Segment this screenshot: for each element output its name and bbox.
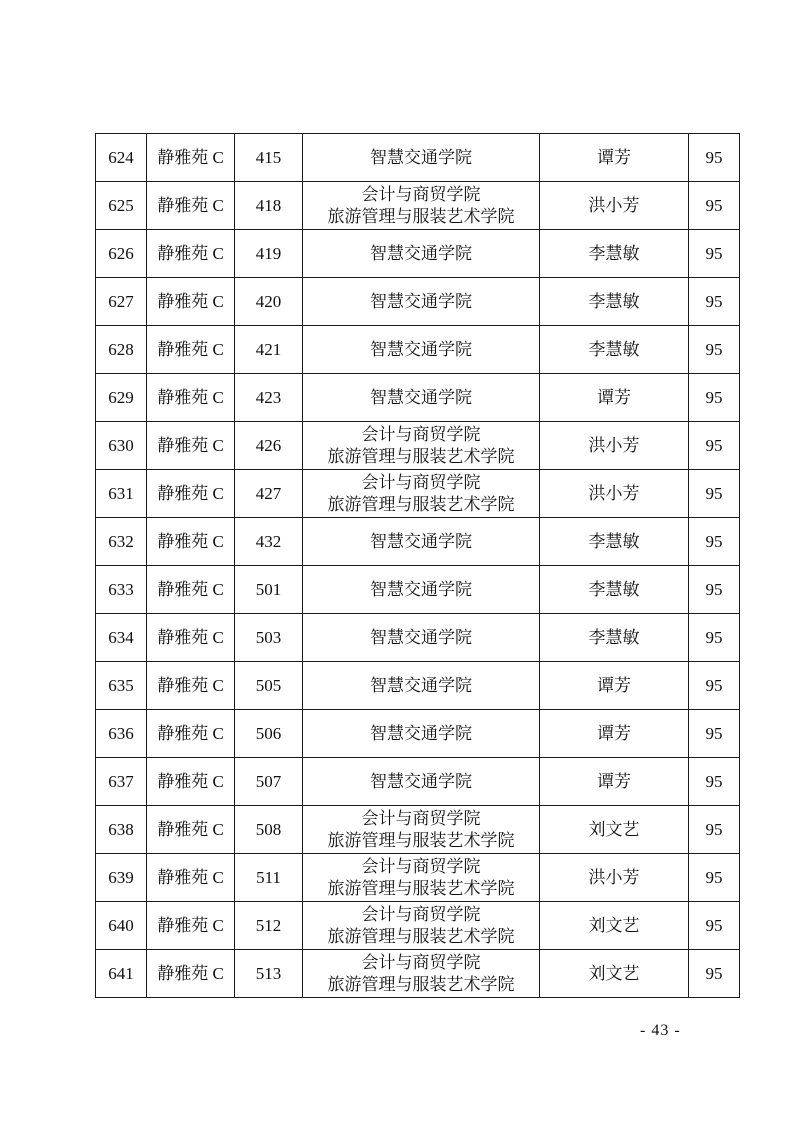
score-cell: 95 [689, 902, 740, 950]
score-cell: 95 [689, 470, 740, 518]
building-cell: 静雅苑 C [147, 278, 235, 326]
score-cell: 95 [689, 326, 740, 374]
score-cell: 95 [689, 566, 740, 614]
building-cell: 静雅苑 C [147, 134, 235, 182]
college-name-line: 旅游管理与服装艺术学院 [327, 830, 515, 850]
college-cell [303, 182, 540, 230]
table-row [96, 182, 740, 230]
building-cell: 静雅苑 C [147, 614, 235, 662]
college-cell [303, 278, 540, 326]
table-row [96, 470, 740, 518]
college-cell [303, 902, 540, 950]
building-cell: 静雅苑 C [147, 230, 235, 278]
page-number: - 43 - [640, 1022, 681, 1039]
row-number-cell: 630 [96, 422, 147, 470]
table-row [96, 518, 740, 566]
row-number-cell: 638 [96, 806, 147, 854]
building-cell: 静雅苑 C [147, 950, 235, 998]
building-cell: 静雅苑 C [147, 374, 235, 422]
room-number-cell: 421 [235, 326, 303, 374]
room-number-cell: 512 [235, 902, 303, 950]
table-row [96, 710, 740, 758]
college-name-line: 旅游管理与服装艺术学院 [327, 494, 515, 514]
building-cell: 静雅苑 C [147, 710, 235, 758]
building-cell: 静雅苑 C [147, 182, 235, 230]
row-number-cell: 629 [96, 374, 147, 422]
person-name-cell: 洪小芳 [540, 422, 689, 470]
room-number-cell: 507 [235, 758, 303, 806]
person-name-cell: 李慧敏 [540, 326, 689, 374]
room-number-cell: 415 [235, 134, 303, 182]
score-cell: 95 [689, 614, 740, 662]
college-name-line: 智慧交通学院 [370, 243, 472, 263]
table-row [96, 854, 740, 902]
table-row [96, 950, 740, 998]
building-cell: 静雅苑 C [147, 854, 235, 902]
room-number-cell: 418 [235, 182, 303, 230]
room-number-cell: 420 [235, 278, 303, 326]
person-name-cell: 谭芳 [540, 134, 689, 182]
row-number-cell: 625 [96, 182, 147, 230]
college-name-line: 旅游管理与服装艺术学院 [327, 446, 515, 466]
college-name-line: 智慧交通学院 [370, 579, 472, 599]
row-number-cell: 634 [96, 614, 147, 662]
building-cell: 静雅苑 C [147, 662, 235, 710]
college-cell [303, 374, 540, 422]
person-name-cell: 李慧敏 [540, 566, 689, 614]
college-name-line: 旅游管理与服装艺术学院 [327, 206, 515, 226]
person-name-cell: 李慧敏 [540, 518, 689, 566]
table-row [96, 902, 740, 950]
table-row [96, 614, 740, 662]
person-name-cell: 洪小芳 [540, 854, 689, 902]
college-cell [303, 950, 540, 998]
college-name-line: 智慧交通学院 [370, 531, 472, 551]
score-cell: 95 [689, 518, 740, 566]
college-name-line: 会计与商贸学院 [361, 856, 481, 876]
score-cell: 95 [689, 806, 740, 854]
college-cell [303, 422, 540, 470]
building-cell: 静雅苑 C [147, 518, 235, 566]
table-row [96, 278, 740, 326]
room-number-cell: 501 [235, 566, 303, 614]
table-row [96, 374, 740, 422]
person-name-cell: 李慧敏 [540, 278, 689, 326]
score-cell: 95 [689, 374, 740, 422]
table-body [96, 134, 740, 998]
row-number-cell: 626 [96, 230, 147, 278]
person-name-cell: 谭芳 [540, 662, 689, 710]
room-number-cell: 419 [235, 230, 303, 278]
college-cell [303, 758, 540, 806]
room-number-cell: 423 [235, 374, 303, 422]
room-number-cell: 513 [235, 950, 303, 998]
row-number-cell: 636 [96, 710, 147, 758]
row-number-cell: 637 [96, 758, 147, 806]
college-name-line: 智慧交通学院 [370, 627, 472, 647]
college-name-line: 会计与商贸学院 [361, 472, 481, 492]
college-cell [303, 326, 540, 374]
college-name-line: 会计与商贸学院 [361, 184, 481, 204]
score-cell: 95 [689, 230, 740, 278]
college-name-line: 旅游管理与服装艺术学院 [327, 878, 515, 898]
room-number-cell: 508 [235, 806, 303, 854]
room-number-cell: 511 [235, 854, 303, 902]
college-name-line: 旅游管理与服装艺术学院 [327, 926, 515, 946]
college-cell [303, 806, 540, 854]
room-number-cell: 505 [235, 662, 303, 710]
building-cell: 静雅苑 C [147, 758, 235, 806]
person-name-cell: 李慧敏 [540, 230, 689, 278]
college-cell [303, 662, 540, 710]
row-number-cell: 628 [96, 326, 147, 374]
college-name-line: 会计与商贸学院 [361, 904, 481, 924]
room-number-cell: 432 [235, 518, 303, 566]
row-number-cell: 632 [96, 518, 147, 566]
room-number-cell: 503 [235, 614, 303, 662]
college-cell [303, 134, 540, 182]
room-number-cell: 426 [235, 422, 303, 470]
score-cell: 95 [689, 278, 740, 326]
college-name-line: 会计与商贸学院 [361, 952, 481, 972]
college-name-line: 智慧交通学院 [370, 291, 472, 311]
college-name-line: 智慧交通学院 [370, 675, 472, 695]
person-name-cell: 刘文艺 [540, 950, 689, 998]
person-name-cell: 洪小芳 [540, 470, 689, 518]
college-cell [303, 854, 540, 902]
person-name-cell: 李慧敏 [540, 614, 689, 662]
score-cell: 95 [689, 422, 740, 470]
row-number-cell: 633 [96, 566, 147, 614]
college-cell [303, 470, 540, 518]
college-cell [303, 518, 540, 566]
room-number-cell: 427 [235, 470, 303, 518]
building-cell: 静雅苑 C [147, 902, 235, 950]
building-cell: 静雅苑 C [147, 566, 235, 614]
score-cell: 95 [689, 950, 740, 998]
score-cell: 95 [689, 134, 740, 182]
college-name-line: 智慧交通学院 [370, 339, 472, 359]
college-name-line: 智慧交通学院 [370, 147, 472, 167]
person-name-cell: 谭芳 [540, 710, 689, 758]
score-cell: 95 [689, 854, 740, 902]
college-name-line: 智慧交通学院 [370, 771, 472, 791]
building-cell: 静雅苑 C [147, 806, 235, 854]
college-name-line: 智慧交通学院 [370, 387, 472, 407]
table-row [96, 806, 740, 854]
college-cell [303, 614, 540, 662]
college-name-line: 旅游管理与服装艺术学院 [327, 974, 515, 994]
row-number-cell: 641 [96, 950, 147, 998]
row-number-cell: 635 [96, 662, 147, 710]
person-name-cell: 谭芳 [540, 758, 689, 806]
score-cell: 95 [689, 710, 740, 758]
table-row [96, 662, 740, 710]
score-cell: 95 [689, 758, 740, 806]
table-row [96, 230, 740, 278]
table-row [96, 422, 740, 470]
building-cell: 静雅苑 C [147, 470, 235, 518]
college-cell [303, 230, 540, 278]
table-row [96, 758, 740, 806]
score-cell: 95 [689, 182, 740, 230]
college-name-line: 会计与商贸学院 [361, 808, 481, 828]
building-cell: 静雅苑 C [147, 326, 235, 374]
person-name-cell: 刘文艺 [540, 806, 689, 854]
row-number-cell: 639 [96, 854, 147, 902]
building-cell: 静雅苑 C [147, 422, 235, 470]
person-name-cell: 洪小芳 [540, 182, 689, 230]
table-row [96, 566, 740, 614]
room-number-cell: 506 [235, 710, 303, 758]
dormitory-score-table [95, 133, 740, 998]
person-name-cell: 刘文艺 [540, 902, 689, 950]
row-number-cell: 640 [96, 902, 147, 950]
person-name-cell: 谭芳 [540, 374, 689, 422]
table-row [96, 134, 740, 182]
row-number-cell: 631 [96, 470, 147, 518]
college-name-line: 会计与商贸学院 [361, 424, 481, 444]
row-number-cell: 624 [96, 134, 147, 182]
college-name-line: 智慧交通学院 [370, 723, 472, 743]
score-cell: 95 [689, 662, 740, 710]
table-row [96, 326, 740, 374]
college-cell [303, 710, 540, 758]
row-number-cell: 627 [96, 278, 147, 326]
college-cell [303, 566, 540, 614]
